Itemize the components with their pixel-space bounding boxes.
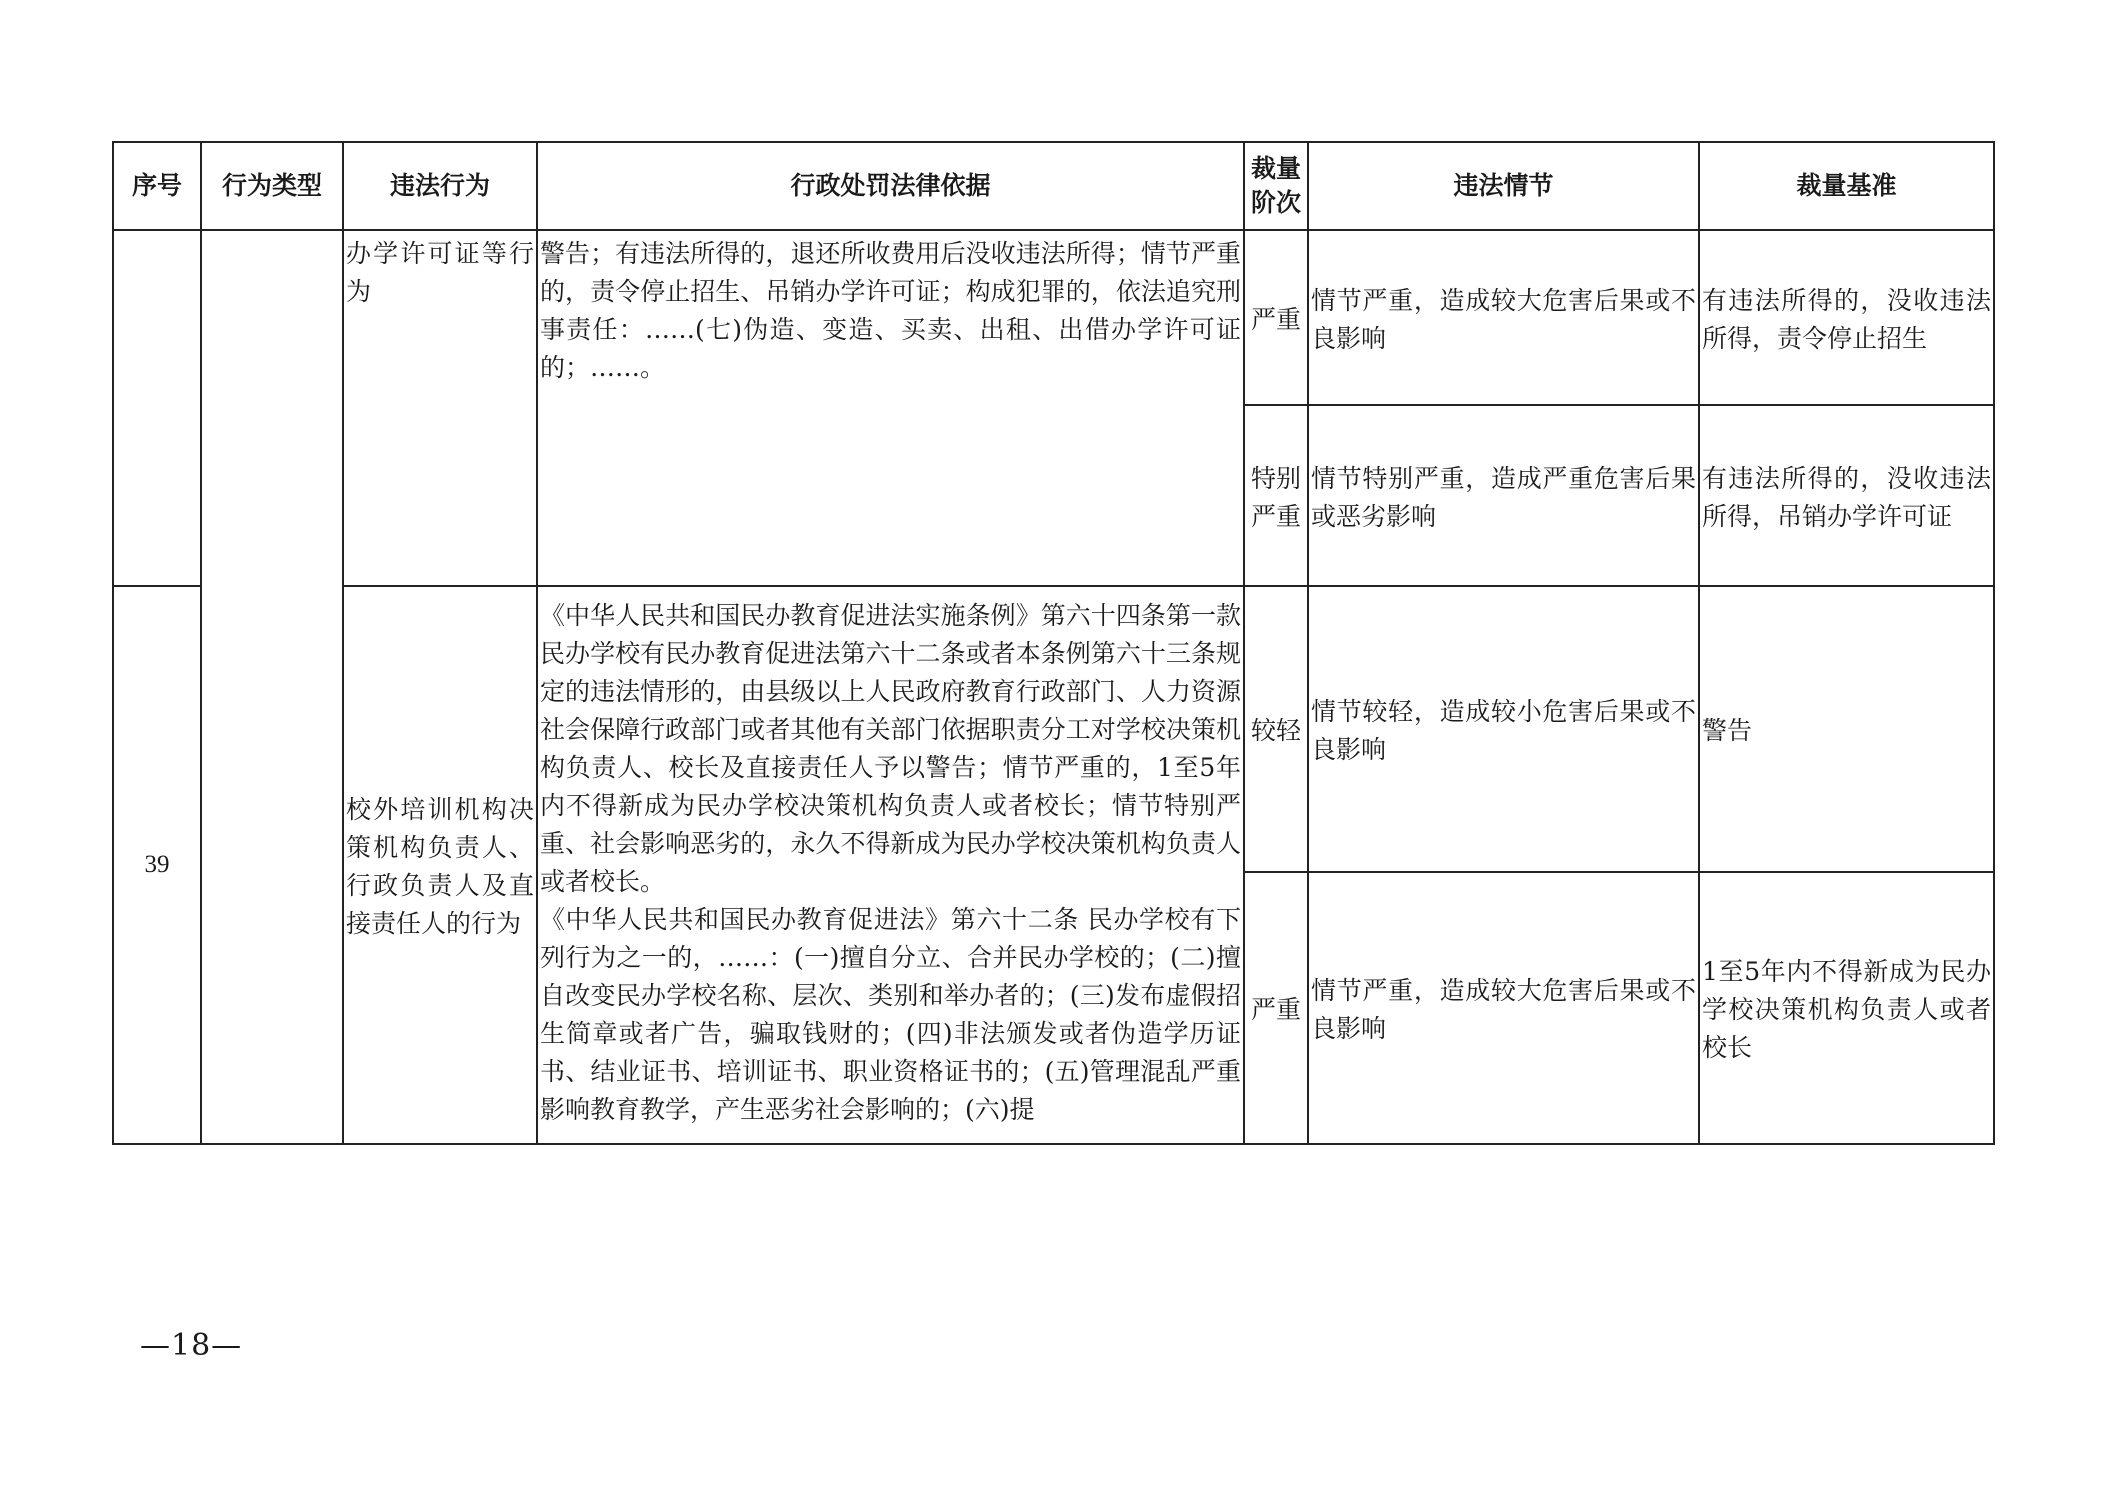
cell-level <box>1244 405 1308 586</box>
cell-standard <box>1699 230 1994 405</box>
cell-act <box>343 586 537 1144</box>
cell-level <box>1244 872 1308 1144</box>
cell-type-merged <box>201 230 343 1144</box>
header-basis: 行政处罚法律依据 <box>537 142 1244 230</box>
basis-prev-text: 警告；有违法所得的，退还所收费用后没收违法所得；情节严重的，责令停止招生、吊销办学许可证；构成犯罪的，依法追究刑事责任：……(七)伪造、变造、买卖、出租、出借办学许可证的；……。 <box>540 239 1241 382</box>
circumstance-text: 情节特别严重，造成严重危害后果或恶劣影响 <box>1311 463 1696 531</box>
standard-text: 1至5年内不得新成为民办学校决策机构负责人或者校长 <box>1702 957 1991 1062</box>
basis-text-1: 《中华人民共和国民办教育促进法实施条例》第六十四条第一款 民办学校有民办教育促进法第六十二条或者本条例第六十三条规定的违法情形的，由县级以上人民政府教育行政部门、人力资源社会保障行政部门或者其他有关部门依据职责分工对学校决策机构负责人、校长及直接责任人予以警告；情节严重的，1至5年内不得新成为民办学校决策机构负责人或者校长；情节特别严重、社会影响恶劣的，永久不得新成为民办学校决策机构负责人或者校长。 <box>540 601 1241 896</box>
cell-circumstance <box>1308 586 1699 872</box>
seq-text: 39 <box>144 851 170 878</box>
standard-text: 有违法所得的，没收违法所得，吊销办学许可证 <box>1702 463 1991 531</box>
basis-text-2: 《中华人民共和国民办教育促进法》第六十二条 民办学校有下列行为之一的，……：(一)擅自分立、合并民办学校的；(二)擅自改变民办学校名称、层次、类别和举办者的；(三)发布虚假招生简章或者广告，骗取钱财的；(四)非法颁发或者伪造学历证书、结业证书、培训证书、职业资格证书的；(五)管理混乱严重影响教育教学，产生恶劣社会影响的；(六)提 <box>540 905 1241 1124</box>
cell-basis <box>537 586 1244 1144</box>
cell-standard <box>1699 405 1994 586</box>
circumstance-text: 情节严重，造成较大危害后果或不良影响 <box>1311 976 1696 1043</box>
header-act: 违法行为 <box>343 142 537 230</box>
act-prev-text: 办学许可证等行为 <box>346 239 534 306</box>
cell-circumstance <box>1308 230 1699 405</box>
level-text: 严重 <box>1250 304 1301 334</box>
cell-seq <box>113 586 201 1144</box>
cell-act-prev <box>343 230 537 586</box>
cell-level <box>1244 230 1308 405</box>
header-type: 行为类型 <box>201 142 343 230</box>
cell-standard <box>1699 586 1994 872</box>
table-row <box>113 586 1994 872</box>
header-standard: 裁量基准 <box>1699 142 1994 230</box>
cell-circumstance <box>1308 405 1699 586</box>
level-text: 严重 <box>1250 995 1301 1024</box>
standard-text: 警告 <box>1702 716 1753 745</box>
circumstance-text: 情节较轻，造成较小危害后果或不良影响 <box>1311 697 1696 764</box>
act-text: 校外培训机构决策机构负责人、行政负责人及直接责任人的行为 <box>346 795 534 938</box>
cell-basis-prev <box>537 230 1244 586</box>
header-circumstance: 违法情节 <box>1308 142 1699 230</box>
header-seq: 序号 <box>113 142 201 230</box>
cell-seq-prev <box>113 230 201 586</box>
level-text: 较轻 <box>1250 716 1301 745</box>
table-row <box>113 230 1994 405</box>
standard-text: 有违法所得的，没收违法所得，责令停止招生 <box>1702 285 1991 353</box>
cell-level <box>1244 586 1308 872</box>
header-level: 裁量阶次 <box>1244 142 1308 230</box>
circumstance-text: 情节严重，造成较大危害后果或不良影响 <box>1311 285 1696 353</box>
table-header-row <box>113 142 1994 230</box>
page-number: —18— <box>140 1328 243 1363</box>
penalty-discretion-table <box>112 141 1995 1145</box>
cell-standard <box>1699 872 1994 1144</box>
level-text: 特别严重 <box>1250 463 1301 531</box>
cell-circumstance <box>1308 872 1699 1144</box>
